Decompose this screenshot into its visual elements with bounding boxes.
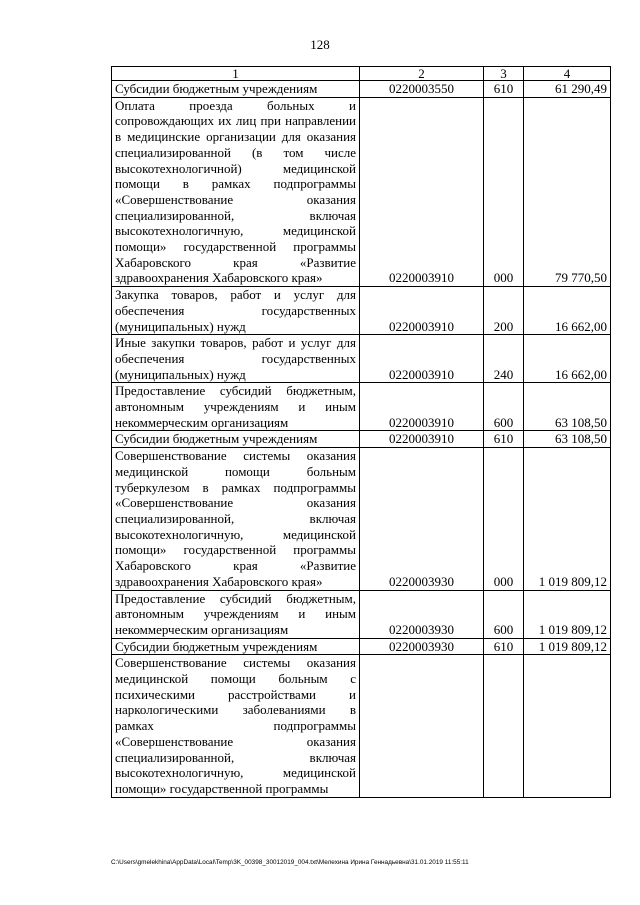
- header-cell-3: 3: [484, 67, 524, 81]
- row-name: Оплата проезда больных и сопровождающих их лиц при направлении в медицинские организации для оказания специализированной (в том числе высокотехнологичной) медицинской помощи в рамках подпрограммы «Совершенствование оказания специализированной, включая высокотехнологичную, медицинской помощи» государственной программы Хабаровского края «Развитие здравоохранения Хабаровского края»: [112, 97, 360, 286]
- table-row: [112, 448, 611, 590]
- row-type: 610: [484, 431, 524, 448]
- row-code: 0220003930: [360, 638, 484, 655]
- row-name: Предоставление субсидий бюджетным, автономным учреждениям и иным некоммерческим организациям: [112, 383, 360, 431]
- table-row: [112, 638, 611, 655]
- table-row: [112, 97, 611, 286]
- table-row: [112, 335, 611, 383]
- row-name: Иные закупки товаров, работ и услуг для обеспечения государственных (муниципальных) нужд: [112, 335, 360, 383]
- table-header-row: [112, 67, 611, 81]
- table-row: [112, 383, 611, 431]
- row-name: Субсидии бюджетным учреждениям: [112, 638, 360, 655]
- row-type: 000: [484, 97, 524, 286]
- row-type: 200: [484, 287, 524, 335]
- budget-table: [111, 66, 611, 798]
- row-code: 0220003910: [360, 335, 484, 383]
- table-row: [112, 590, 611, 638]
- row-type: 000: [484, 448, 524, 590]
- table-row: [112, 287, 611, 335]
- row-type: 600: [484, 383, 524, 431]
- row-type: 600: [484, 590, 524, 638]
- row-amount: 16 662,00: [524, 335, 611, 383]
- row-amount: 16 662,00: [524, 287, 611, 335]
- row-amount: 1 019 809,12: [524, 638, 611, 655]
- row-name: Предоставление субсидий бюджетным, автономным учреждениям и иным некоммерческим организациям: [112, 590, 360, 638]
- row-name: Совершенствование системы оказания медицинской помощи больным туберкулезом в рамках подпрограммы «Совершенствование оказания специализированной, включая высокотехнологичную, медицинской помощи» государственной программы Хабаровского края «Развитие здравоохранения Хабаровского края»: [112, 448, 360, 590]
- row-name: Субсидии бюджетным учреждениям: [112, 431, 360, 448]
- table-row: [112, 655, 611, 797]
- row-type: 610: [484, 638, 524, 655]
- header-cell-2: 2: [360, 67, 484, 81]
- row-name: Совершенствование системы оказания медицинской помощи больным с психическими расстройствами и наркологическими заболеваниями в рамках подпрограммы «Совершенствование оказания специализированной, включая высокотехнологичную, медицинской помощи» государственной программы: [112, 655, 360, 797]
- file-path-footer: C:\Users\gmelekhina\AppData\Local\Temp\3K_00398_30012019_004.txt\Мелехина Ирина Геннадьевна\31.01.2019 11:55:11: [111, 859, 469, 866]
- row-code: 0220003910: [360, 431, 484, 448]
- row-amount: 1 019 809,12: [524, 590, 611, 638]
- table-row: [112, 81, 611, 98]
- row-type: [484, 655, 524, 797]
- page-number: 128: [310, 37, 330, 52]
- row-amount: [524, 655, 611, 797]
- row-amount: 63 108,50: [524, 383, 611, 431]
- row-code: 0220003910: [360, 383, 484, 431]
- row-code: 0220003930: [360, 448, 484, 590]
- row-code: 0220003930: [360, 590, 484, 638]
- header-cell-4: 4: [524, 67, 611, 81]
- row-name: Закупка товаров, работ и услуг для обеспечения государственных (муниципальных) нужд: [112, 287, 360, 335]
- row-name: Субсидии бюджетным учреждениям: [112, 81, 360, 98]
- row-type: 610: [484, 81, 524, 98]
- row-code: 0220003550: [360, 81, 484, 98]
- row-amount: 79 770,50: [524, 97, 611, 286]
- row-amount: 63 108,50: [524, 431, 611, 448]
- row-amount: 61 290,49: [524, 81, 611, 98]
- row-code: [360, 655, 484, 797]
- row-code: 0220003910: [360, 287, 484, 335]
- row-code: 0220003910: [360, 97, 484, 286]
- row-type: 240: [484, 335, 524, 383]
- table-row: [112, 431, 611, 448]
- row-amount: 1 019 809,12: [524, 448, 611, 590]
- header-cell-1: 1: [112, 67, 360, 81]
